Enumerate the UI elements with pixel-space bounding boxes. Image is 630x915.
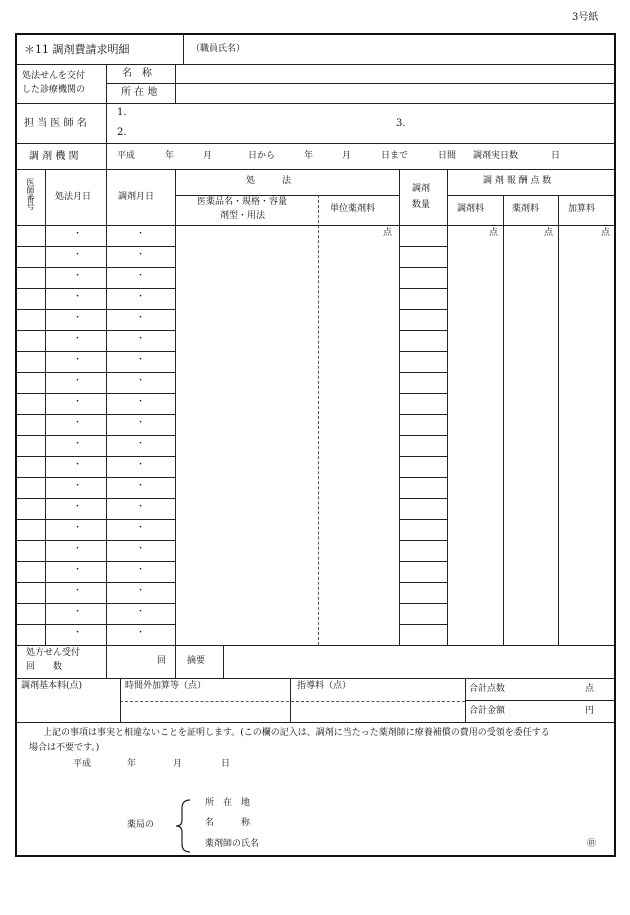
unit-point-dispensing: 点 [489, 228, 499, 238]
rule-v-col2 [106, 169, 107, 678]
date-separator: ・ [136, 586, 146, 596]
rule-v-fees2 [290, 678, 291, 722]
form-title: ＊11 調剤費請求明細 [24, 43, 130, 56]
date-separator: ・ [73, 565, 83, 575]
row-line [399, 246, 447, 247]
date-separator: ・ [136, 460, 146, 470]
date-separator: ・ [136, 313, 146, 323]
date-separator: ・ [136, 523, 146, 533]
rule-v-fees1 [120, 678, 121, 722]
rule-v-col6 [447, 169, 448, 645]
row-line [17, 540, 175, 541]
period-year: 年 [165, 151, 175, 161]
col-drug-form: 剤型・用法 [220, 211, 266, 221]
period-era: 平成 [117, 151, 136, 161]
date-separator: ・ [73, 523, 83, 533]
row-line [399, 540, 447, 541]
unit-point-addition: 点 [601, 228, 611, 238]
row-line [399, 435, 447, 436]
row-line [399, 330, 447, 331]
cert-month: 月 [173, 759, 183, 769]
unit-point-drug: 点 [544, 228, 554, 238]
clinic-name-label: 名 称 [122, 68, 152, 79]
staff-name-label: （職員氏名） [191, 44, 246, 54]
rule-v-remarks [223, 645, 224, 678]
row-line [399, 456, 447, 457]
row-line [399, 498, 447, 499]
pharmacy-address-label: 所 在 地 [205, 798, 251, 808]
row-line [17, 267, 175, 268]
rule-v-period [106, 143, 107, 169]
row-line [17, 288, 175, 289]
guidance-label: 指導料（点） [297, 681, 352, 691]
date-separator: ・ [73, 481, 83, 491]
period-to: 日まで [381, 151, 409, 161]
date-separator: ・ [73, 313, 83, 323]
period-month: 月 [203, 151, 213, 161]
row-line [17, 351, 175, 352]
total-points-unit: 点 [585, 684, 595, 694]
rule-v-clinic-field [175, 64, 176, 103]
unit-point-unit-fee: 点 [383, 228, 393, 238]
row-line [17, 498, 175, 499]
date-separator: ・ [73, 628, 83, 638]
certification-line-1: 上記の事項は事実と相違ないことを証明します。(この欄の記入は、調剤に当たった薬剤師に療養補償の費用の受領を委任する [43, 728, 550, 738]
col-addition-fee: 加算料 [568, 204, 596, 214]
date-separator: ・ [136, 607, 146, 617]
rule-total-mid [465, 700, 614, 701]
date-separator: ・ [136, 355, 146, 365]
actual-days-label: 調剤実日数 [473, 151, 519, 161]
date-separator: ・ [73, 397, 83, 407]
row-line [399, 267, 447, 268]
rule-v-title [183, 35, 184, 64]
reception-label-2: 回 数 [26, 662, 63, 672]
date-separator: ・ [73, 460, 83, 470]
date-separator: ・ [136, 271, 146, 281]
pharmacy-label: 薬局の [127, 820, 155, 830]
date-separator: ・ [73, 229, 83, 239]
clinic-address-label: 所 在 地 [121, 87, 158, 98]
date-separator: ・ [136, 250, 146, 260]
date-separator: ・ [136, 628, 146, 638]
row-line [399, 393, 447, 394]
reception-times-unit: 回 [157, 656, 167, 666]
col-doctor-number: 医師番号 [26, 178, 35, 210]
date-separator: ・ [136, 544, 146, 554]
row-line [399, 561, 447, 562]
rule-v-col1 [45, 169, 46, 645]
pharmacy-name-label: 名 称 [205, 818, 251, 828]
date-separator: ・ [136, 439, 146, 449]
col-reward: 調 剤 報 酬 点 数 [483, 176, 552, 186]
date-separator: ・ [73, 607, 83, 617]
col-quantity-1: 調剤 [412, 184, 431, 194]
period-from: 日から [248, 151, 276, 161]
rule-clinic-mid [106, 83, 614, 84]
row-line [399, 582, 447, 583]
clinic-label-1: 処法せんを交付 [22, 71, 86, 81]
rule-v-col7 [503, 195, 504, 645]
rule-prescription-sub [175, 195, 399, 196]
row-line [17, 393, 175, 394]
total-amount-label: 合計金額 [469, 706, 506, 716]
col-prescription: 処 法 [246, 176, 292, 186]
total-points-label: 合計点数 [469, 684, 506, 694]
date-separator: ・ [136, 481, 146, 491]
date-separator: ・ [136, 376, 146, 386]
row-line [17, 330, 175, 331]
row-line [17, 456, 175, 457]
row-line [399, 309, 447, 310]
seal-mark: ㊞ [587, 839, 597, 849]
date-separator: ・ [73, 544, 83, 554]
date-separator: ・ [136, 292, 146, 302]
date-separator: ・ [136, 502, 146, 512]
row-line [17, 246, 175, 247]
date-separator: ・ [136, 334, 146, 344]
rule-v-col5 [399, 169, 400, 645]
rule-v-col8 [558, 195, 559, 645]
rule-v-fees3 [465, 678, 466, 722]
brace-icon [173, 798, 193, 854]
date-separator: ・ [73, 334, 83, 344]
row-line [399, 372, 447, 373]
overtime-label: 時間外加算等（点） [125, 681, 207, 691]
row-line [17, 372, 175, 373]
certification-line-2: 場合は不要です。) [29, 743, 100, 753]
col-drug: 医薬品名・規格・容量 [197, 197, 288, 207]
row-line [17, 582, 175, 583]
row-line [17, 624, 175, 625]
col-unit-fee: 単位薬剤料 [330, 204, 376, 214]
date-separator: ・ [73, 418, 83, 428]
row-line [399, 351, 447, 352]
clinic-label-2: した診療機関の [22, 85, 86, 95]
row-line [399, 414, 447, 415]
period-label: 調 剤 機 関 [29, 151, 79, 162]
row-line [17, 561, 175, 562]
rule-v-col3 [175, 169, 176, 678]
row-line [17, 477, 175, 478]
rule-v-clinic-label [106, 64, 107, 103]
row-line [399, 288, 447, 289]
date-separator: ・ [136, 418, 146, 428]
cert-day: 日 [221, 759, 231, 769]
cert-era: 平成 [73, 759, 92, 769]
row-line [399, 603, 447, 604]
dash-fees-mid [120, 701, 465, 702]
col-dispensing-fee: 調剤料 [457, 204, 485, 214]
row-line [399, 477, 447, 478]
doctor-number-1: 1. [117, 107, 127, 118]
date-separator: ・ [73, 586, 83, 596]
doctor-label: 担 当 医 師 名 [24, 118, 87, 129]
cert-year: 年 [127, 759, 137, 769]
dash-v-unit [318, 195, 319, 645]
row-line [17, 603, 175, 604]
row-line [17, 435, 175, 436]
date-separator: ・ [73, 292, 83, 302]
col-drug-fee: 薬剤料 [512, 204, 540, 214]
date-separator: ・ [73, 250, 83, 260]
claim-form [15, 33, 616, 857]
row-line [399, 519, 447, 520]
row-line [17, 414, 175, 415]
period-days: 日間 [438, 151, 457, 161]
date-separator: ・ [73, 376, 83, 386]
row-line [17, 519, 175, 520]
doctor-number-3: 3. [396, 118, 406, 129]
date-separator: ・ [136, 397, 146, 407]
col-prescription-date: 処法月日 [55, 192, 92, 202]
total-amount-unit: 円 [585, 706, 595, 716]
row-line [17, 309, 175, 310]
date-separator: ・ [73, 502, 83, 512]
rule-v-doctor [106, 103, 107, 143]
rule-fees-bottom [17, 722, 614, 723]
date-separator: ・ [73, 439, 83, 449]
rule-reward-sub [447, 195, 614, 196]
actual-days-unit: 日 [551, 151, 561, 161]
period-year-2: 年 [304, 151, 314, 161]
basic-fee-label: 調剤基本料(点) [21, 681, 83, 691]
rule-reception-bottom [17, 678, 614, 679]
period-month-2: 月 [342, 151, 352, 161]
row-line [399, 624, 447, 625]
date-separator: ・ [73, 355, 83, 365]
doctor-number-2: 2. [117, 127, 127, 138]
reception-label-1: 処方せん受付 [26, 648, 81, 658]
form-number: 3号紙 [572, 12, 599, 23]
date-separator: ・ [73, 271, 83, 281]
col-quantity-2: 数量 [412, 200, 431, 210]
remarks-label: 摘要 [187, 656, 206, 666]
date-separator: ・ [136, 565, 146, 575]
col-dispense-date: 調剤月日 [118, 192, 155, 202]
pharmacist-name-label: 薬剤師の氏名 [205, 839, 260, 849]
date-separator: ・ [136, 229, 146, 239]
